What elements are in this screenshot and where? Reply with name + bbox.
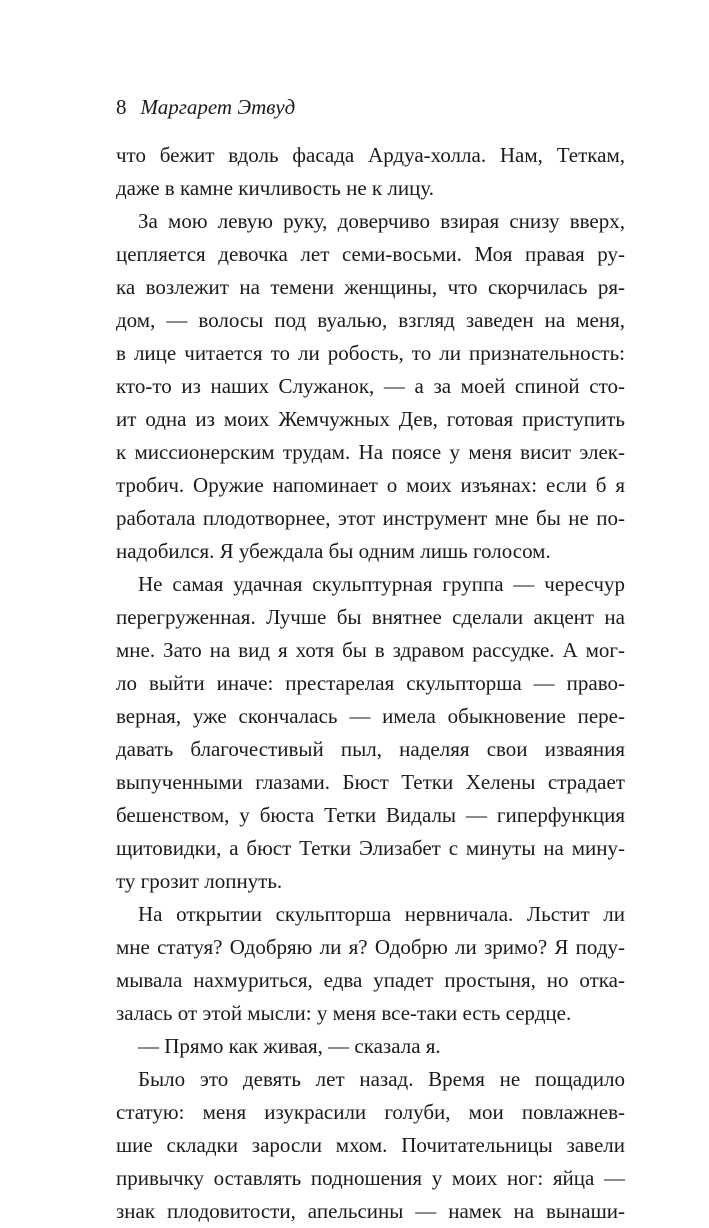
text-line: перегруженная. Лучше бы внятнее сделали акцент на xyxy=(116,605,625,629)
text-line: бешенством, у бюста Тетки Видалы — гиперфункция xyxy=(116,803,625,827)
text-line: ло выйти иначе: престарелая скульпторша — право- xyxy=(116,671,625,695)
paragraph xyxy=(116,139,625,205)
text-line: верная, уже скончалась — имела обыкновение пере- xyxy=(116,704,625,728)
text-line: статую: меня изукрасили голуби, мои повлажнев- xyxy=(116,1100,625,1124)
text-line: мывала нахмуриться, едва упадет простыня, но отка- xyxy=(116,968,625,992)
text-line: залась от этой мысли: у меня все-таки есть сердце. xyxy=(116,1001,572,1025)
page-number: 8 xyxy=(116,95,127,119)
text-line: дом, — волосы под вуалью, взгляд заведен на меня, xyxy=(116,308,625,332)
text-line: шие складки заросли мхом. Почитательницы завели xyxy=(116,1133,625,1157)
text-line: в лице читается то ли робость, то ли признательность: xyxy=(116,341,625,365)
paragraph xyxy=(116,1063,625,1228)
text-line: что бежит вдоль фасада Ардуа-холла. Нам, Теткам, xyxy=(116,143,625,167)
body-text xyxy=(116,139,625,1228)
paragraph xyxy=(116,568,625,898)
text-line: мне. Зато на вид я хотя бы в здравом рассудке. А мог- xyxy=(116,638,625,662)
text-line: знак плодовитости, апельсины — намек на вынаши- xyxy=(116,1199,625,1223)
text-line: щитовидки, а бюст Тетки Элизабет с минуты на мину- xyxy=(116,836,625,860)
running-head xyxy=(116,93,295,121)
text-line: Было это девять лет назад. Время не пощадило xyxy=(138,1067,625,1091)
text-line: кто-то из наших Служанок, — а за моей спиной сто- xyxy=(116,374,625,398)
text-line: надобился. Я убеждала бы одним лишь голосом. xyxy=(116,539,551,563)
text-line: привычку оставлять подношения у моих ног: яйца — xyxy=(116,1166,625,1190)
text-line: цепляется девочка лет семи-восьми. Моя правая ру- xyxy=(116,242,625,266)
text-line: выпученными глазами. Бюст Тетки Хелены страдает xyxy=(116,770,625,794)
text-line: тробич. Оружие напоминает о моих изъянах: если б я xyxy=(116,473,625,497)
text-line: давать благочестивый пыл, наделяя свои изваяния xyxy=(116,737,625,761)
text-line: ту грозит лопнуть. xyxy=(116,869,283,893)
text-line: — Прямо как живая, — сказала я. xyxy=(138,1034,441,1058)
author-name: Маргарет Этвуд xyxy=(140,95,296,119)
text-line: За мою левую руку, доверчиво взирая снизу вверх, xyxy=(138,209,625,233)
text-line: к миссионерским трудам. На поясе у меня висит элек- xyxy=(116,440,625,464)
paragraph xyxy=(116,205,625,568)
text-line: Не самая удачная скульптурная группа — чересчур xyxy=(138,572,625,596)
text-line: ка возлежит на темени женщины, что скорчилась ря- xyxy=(116,275,625,299)
text-line: работала плодотворнее, этот инструмент мне бы не по- xyxy=(116,506,625,530)
text-line: На открытии скульпторша нервничала. Льстит ли xyxy=(138,902,625,926)
text-line: даже в камне кичливость не к лицу. xyxy=(116,176,434,200)
paragraph xyxy=(116,1030,625,1063)
text-line: мне статуя? Одобряю ли я? Одобрю ли зримо? Я поду- xyxy=(116,935,625,959)
text-line: ит одна из моих Жемчужных Дев, готовая приступить xyxy=(116,407,625,431)
paragraph xyxy=(116,898,625,1030)
